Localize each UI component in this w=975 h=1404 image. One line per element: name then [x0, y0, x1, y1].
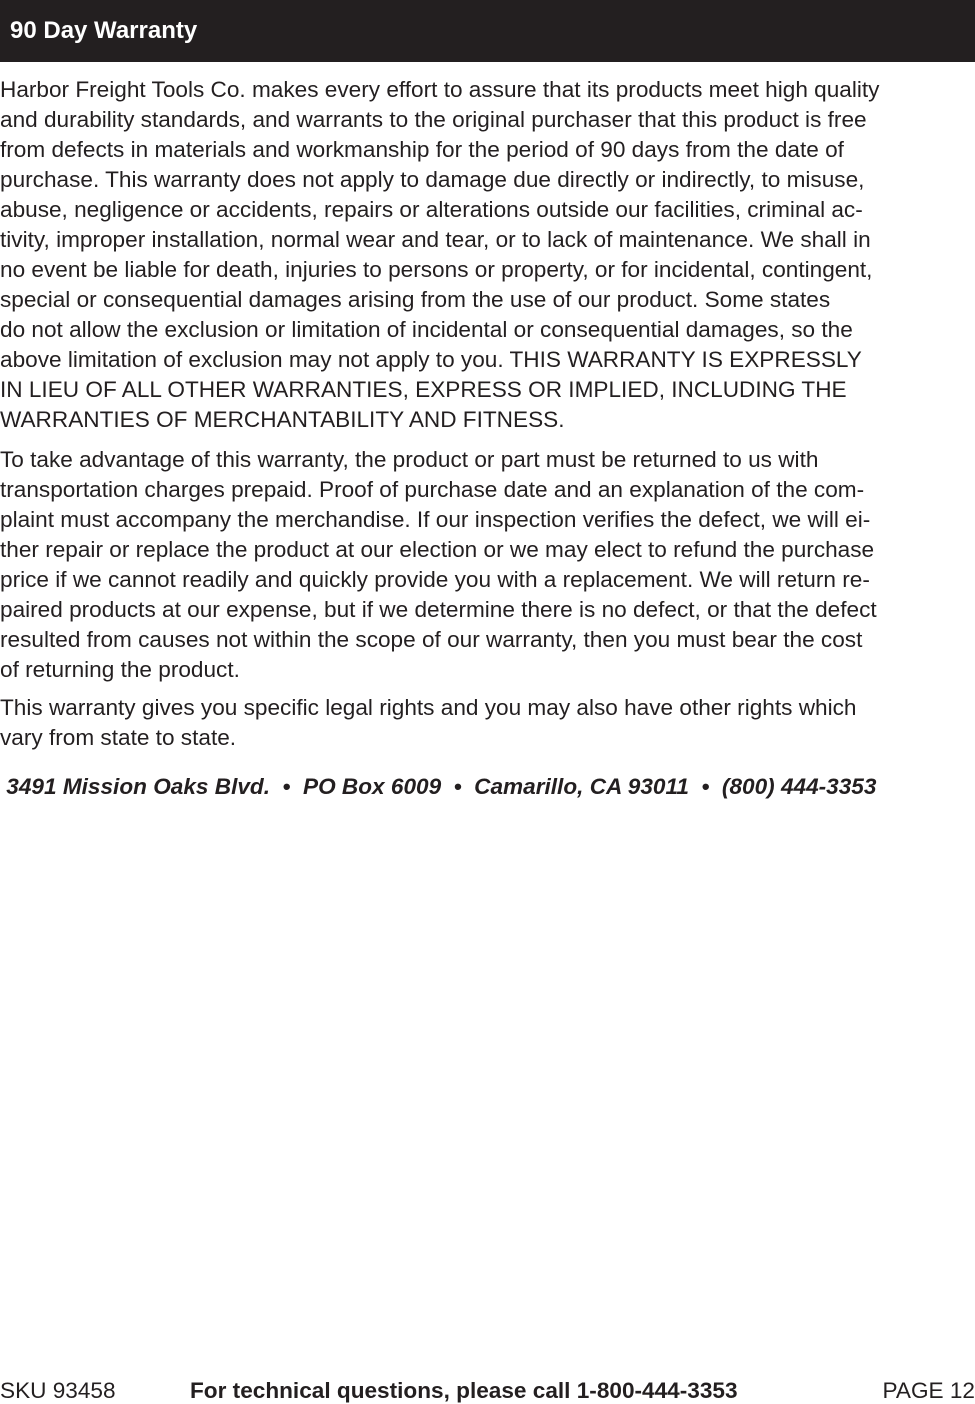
- page-title: 90 Day Warranty: [10, 17, 198, 44]
- footer-sku: SKU 93458: [0, 1378, 116, 1403]
- footer-technical-questions: For technical questions, please call 1-800-444-3353: [190, 1378, 738, 1403]
- warranty-paragraph-returns: To take advantage of this warranty, the product or part must be returned to us with transportation charges prepaid. Proof of purchase date and an explanation of the com- plaint must accompany the merchandise. If our inspection verifies the defect, we will ei- ther repair or replace the product at our election or we may elect to refund the purchase price if we cannot readily and quickly provide you with a replacement. We will return re- paired products at our expense, but if we determine there is no defect, or that the defect resulted from causes not within the scope of our warranty, then you must bear the cost of returning the product.: [0, 447, 877, 682]
- warranty-paragraph-coverage: Harbor Freight Tools Co. makes every effort to assure that its products meet high quality and durability standards, and warrants to the original purchaser that this product is free from defects in materials and workmanship for the period of 90 days from the date of purchase. This warranty does not apply to damage due directly or indirectly, to misuse, abuse, negligence or accidents, repairs or alterations outside our facilities, criminal ac- tivity, improper installation, normal wear and tear, or to lack of maintenance. We shall in no event be liable for death, injuries to persons or property, or for incidental, contingent, special or consequential damages arising from the use of our product. Some states do not allow the exclusion or limitation of incidental or consequential damages, so the above limitation of exclusion may not apply to you. THIS WARRANTY IS EXPRESSLY IN LIEU OF ALL OTHER WARRANTIES, EXPRESS OR IMPLIED, INCLUDING THE WARRANTIES OF MERCHANTABILITY AND FITNESS.: [0, 77, 880, 432]
- footer-page-number: PAGE 12: [882, 1378, 975, 1403]
- warranty-paragraph-legal-rights: This warranty gives you specific legal rights and you may also have other rights which vary from state to state.: [0, 695, 857, 750]
- warranty-header-bar: [0, 0, 975, 62]
- company-address: 3491 Mission Oaks Blvd. • PO Box 6009 • Camarillo, CA 93011 • (800) 444-3353: [0, 774, 877, 799]
